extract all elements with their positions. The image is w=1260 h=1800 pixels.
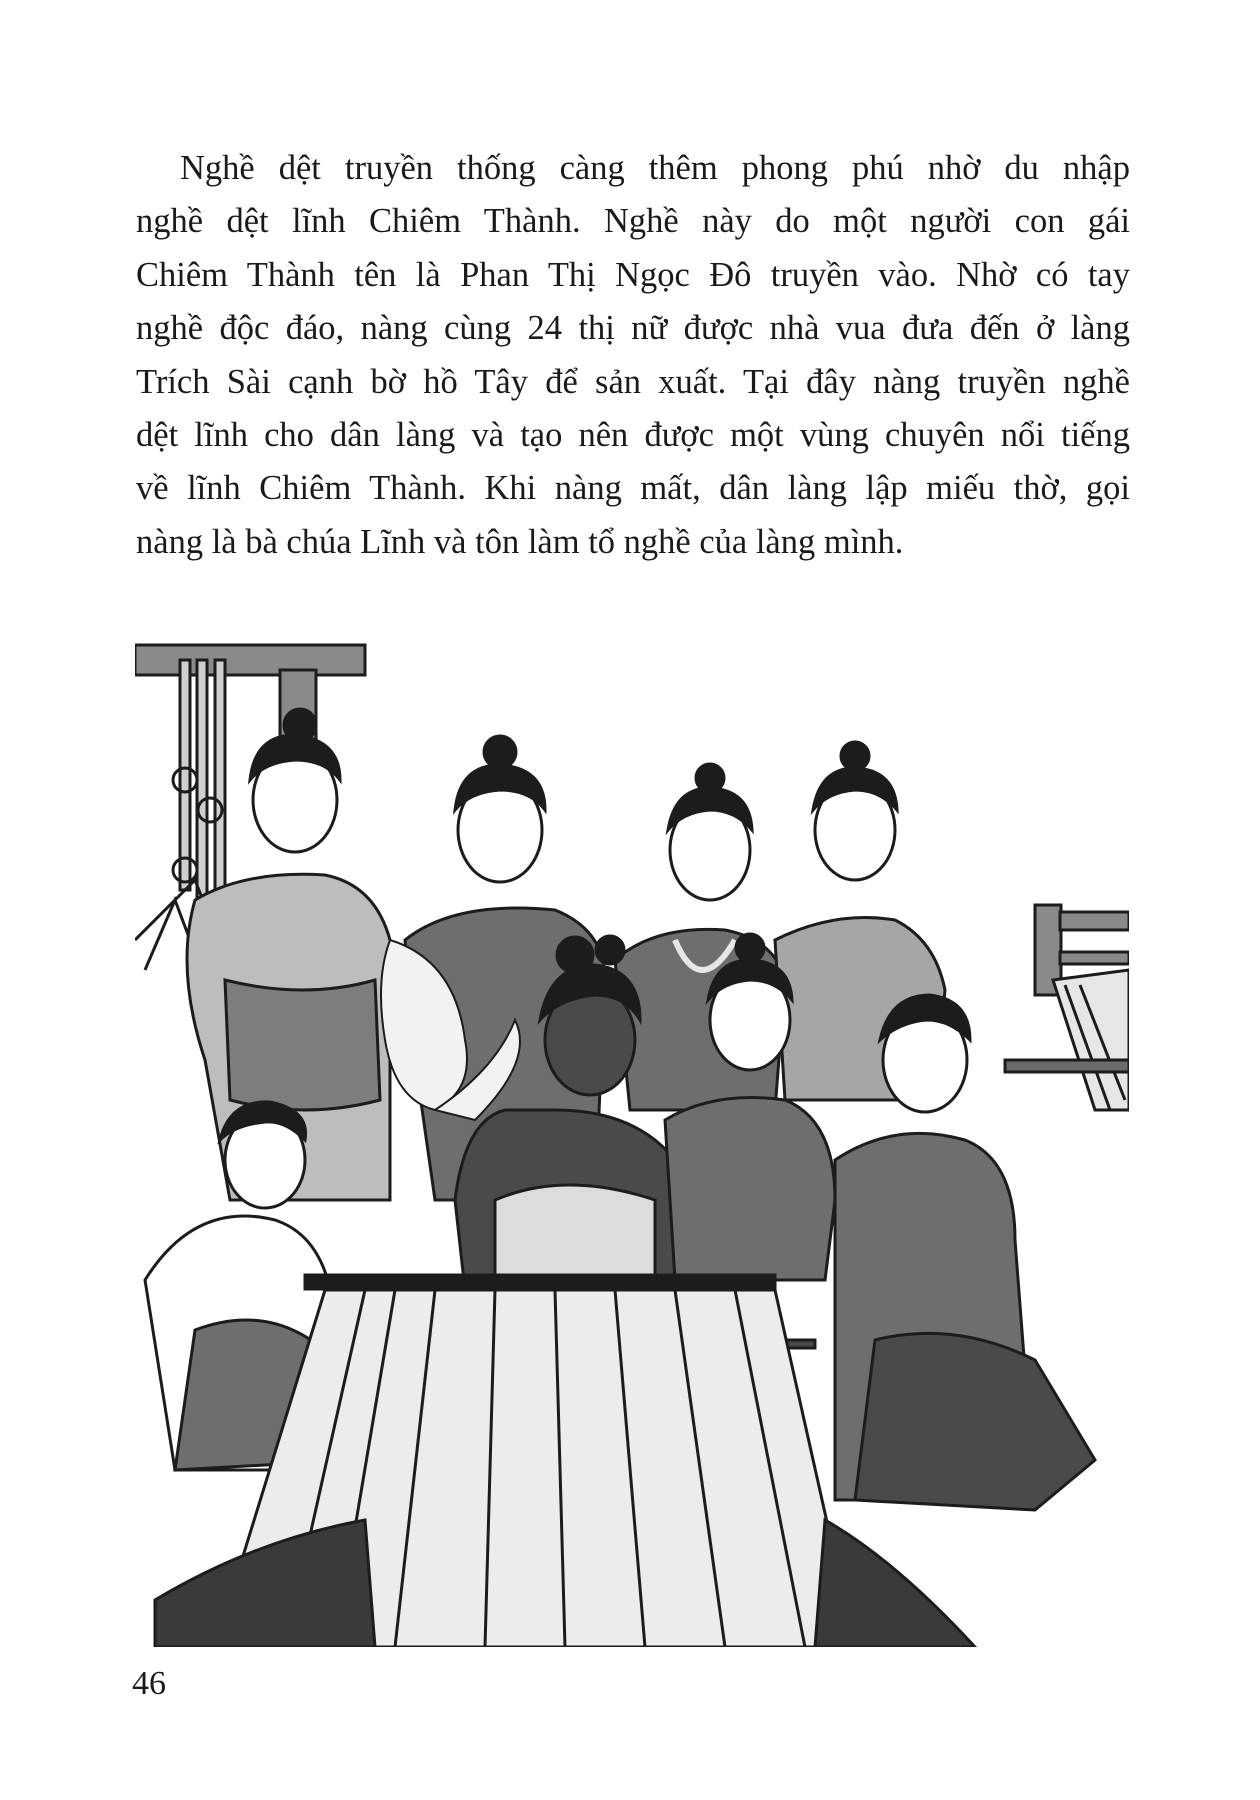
paragraph-line: Chiêm Thành tên là Phan Thị Ngọc Đô truyền vào. Nhờ có tay	[136, 255, 1130, 294]
paragraph-line: Nghề dệt truyền thống càng thêm phong phú nhờ du nhập	[180, 149, 1130, 187]
body-paragraph	[136, 142, 1130, 569]
loom-frame-right	[1005, 905, 1129, 1110]
paragraph-line: nghề độc đáo, nàng cùng 24 thị nữ được nhà vua đưa đến ở làng	[136, 309, 1130, 348]
illustration-drawing	[135, 640, 1129, 1647]
paragraph-line: nghề dệt lĩnh Chiêm Thành. Nghề này do một người con gái	[136, 202, 1130, 241]
page-number: 46	[132, 1665, 166, 1702]
paragraph-line: về lĩnh Chiêm Thành. Khi nàng mất, dân làng lập miếu thờ, gọi	[136, 469, 1130, 508]
paragraph-line: Trích Sài cạnh bờ hồ Tây để sản xuất. Tại đây nàng truyền nghề	[136, 362, 1130, 401]
paragraph-line: dệt lĩnh cho dân làng và tạo nên được một vùng chuyên nổi tiếng	[136, 415, 1130, 454]
paragraph-line: nàng là bà chúa Lĩnh và tôn làm tổ nghề của làng mình.	[136, 522, 904, 561]
weaving-illustration	[135, 640, 1129, 1647]
